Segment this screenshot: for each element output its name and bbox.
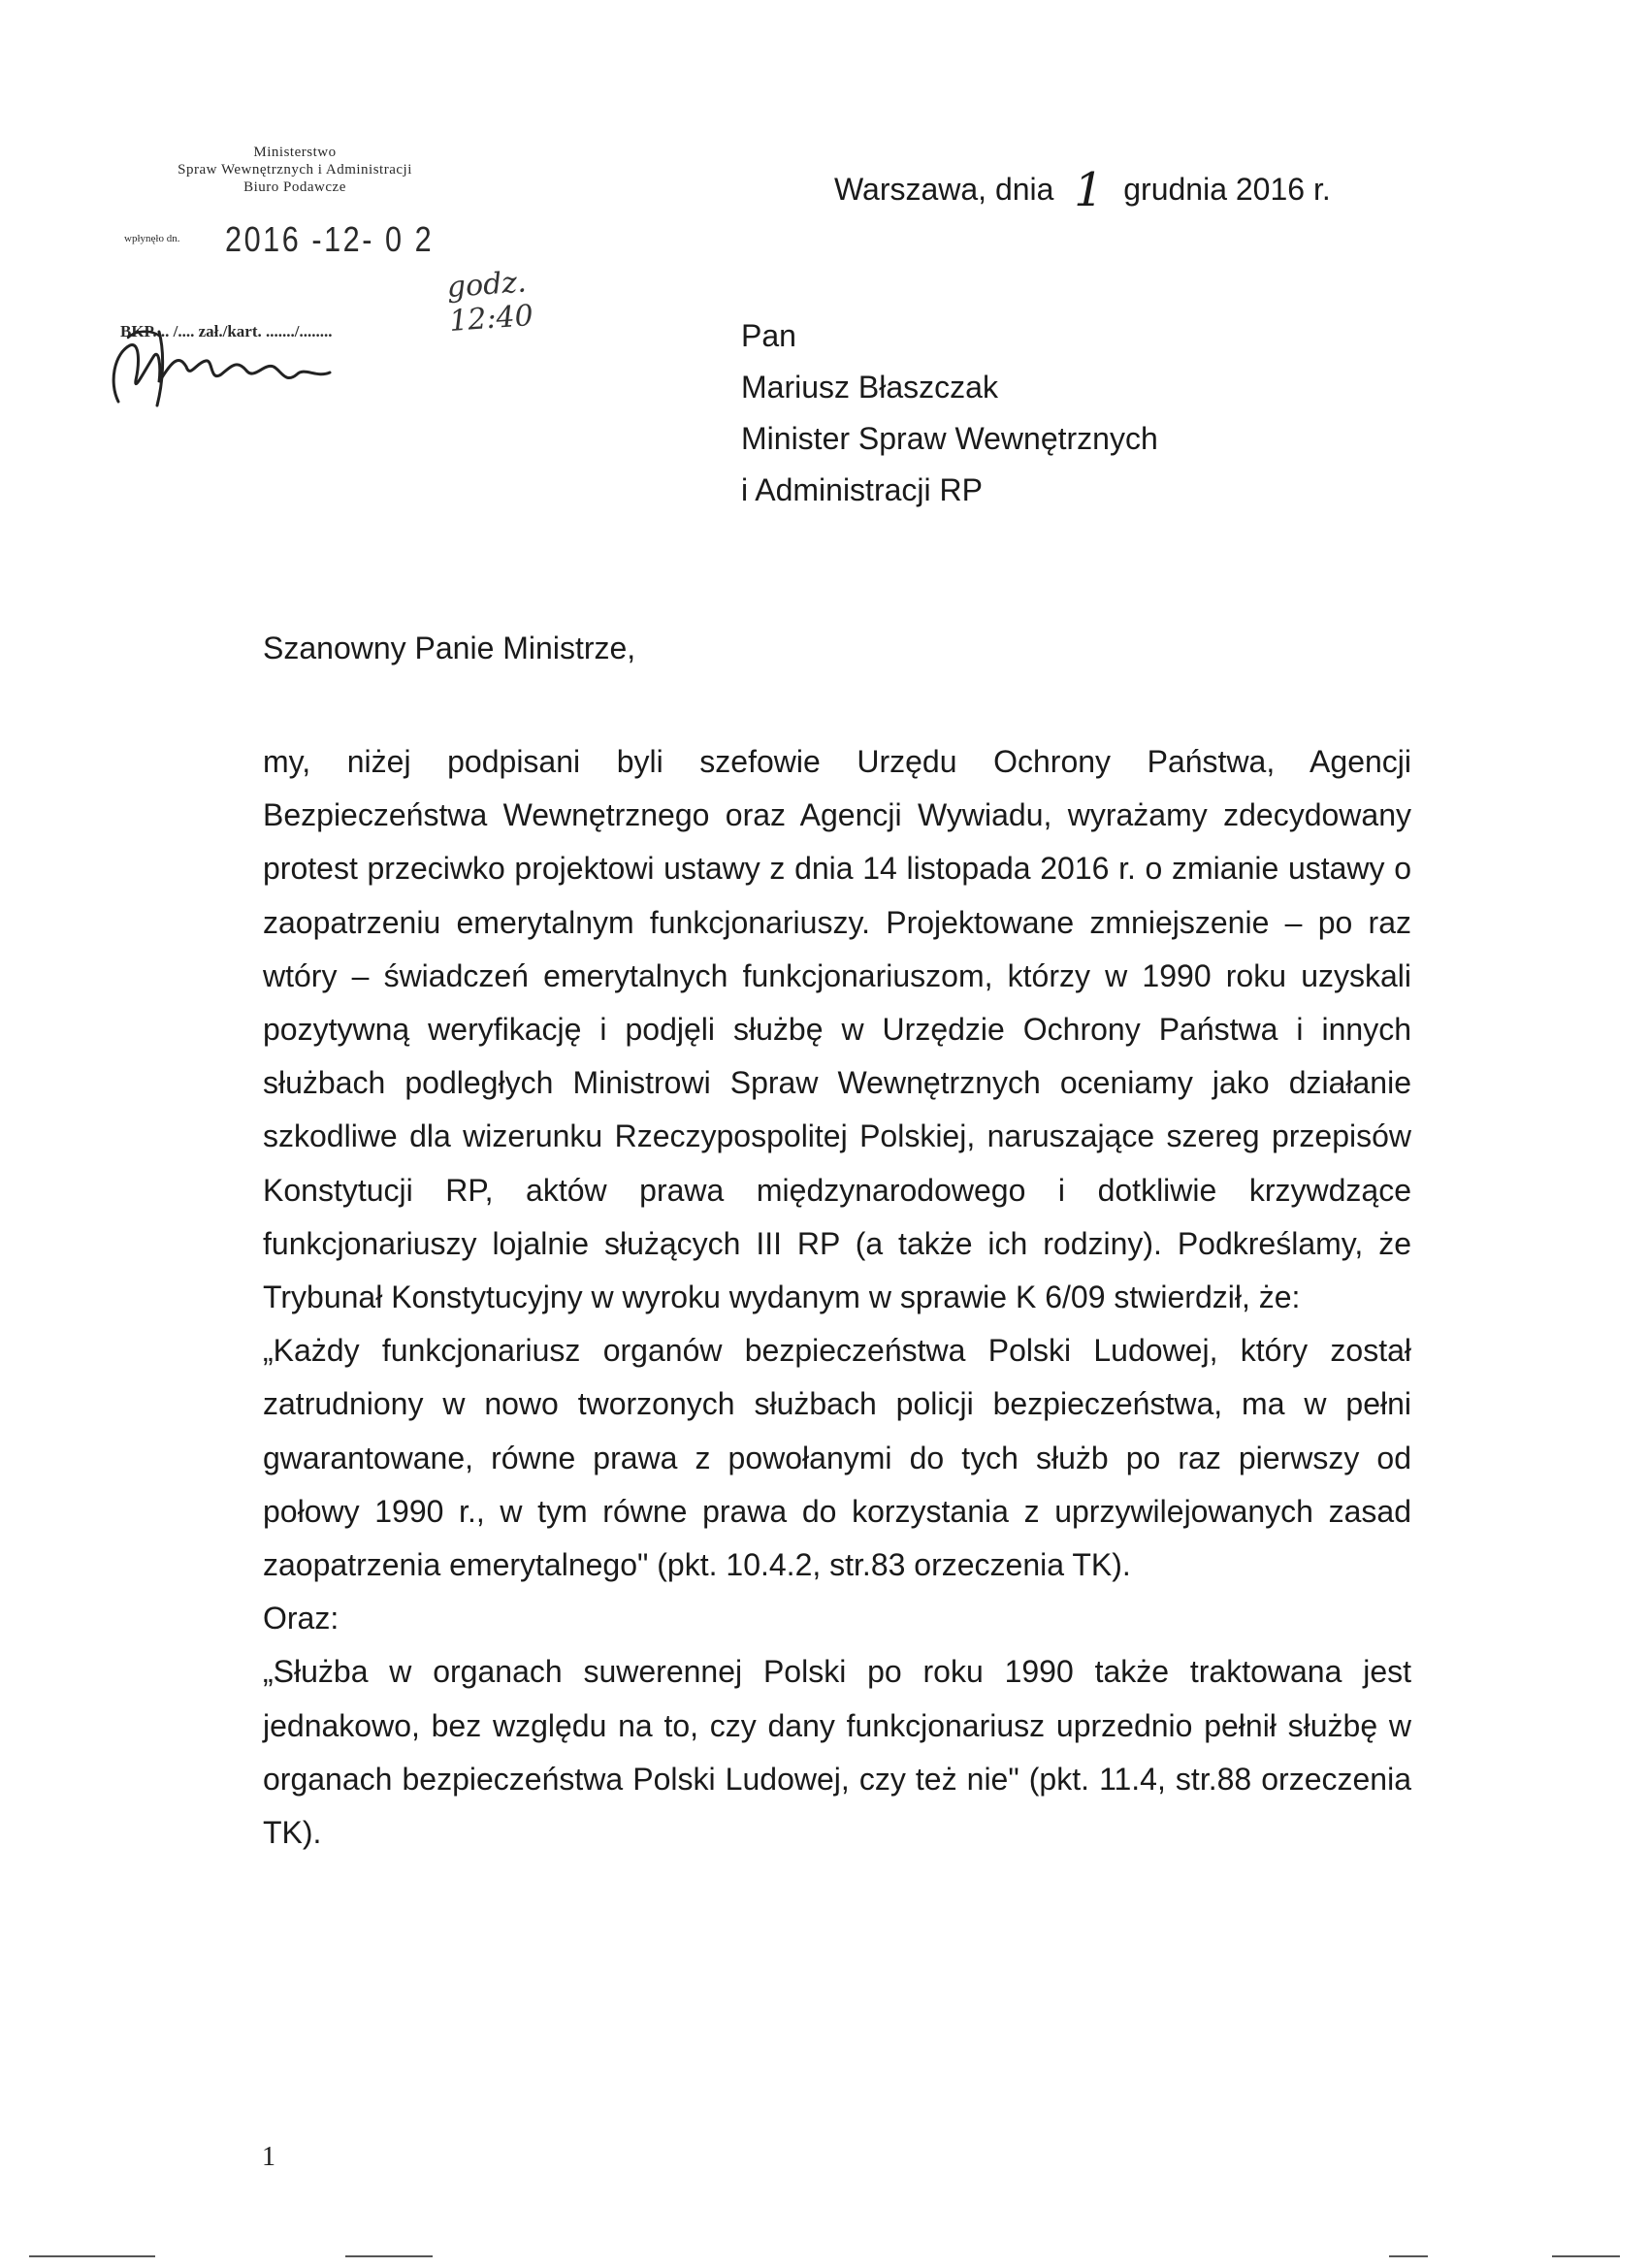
stamp-received-label: wpłynęło dn. bbox=[124, 233, 180, 244]
incoming-mail-stamp bbox=[81, 144, 534, 340]
footer-rule bbox=[1389, 2255, 1428, 2257]
stamp-ministry: Ministerstwo bbox=[253, 145, 337, 160]
salutation: Szanowny Panie Ministrze, bbox=[263, 631, 636, 665]
tribunal-quote-1: „Każdy funkcjonariusz organów bezpieczeństwa Polski Ludowej, który został zatrudniony w nowo tworzonych służbach policji bezpieczeństwa, ma w pełni gwarantowane, równe prawa z powołanymi do tych służb po raz pierwszy od połowy 1990 r., w tym równe prawa do korzystania z uprzywilejowanych zasad zaopatrzenia emerytalnego" (pkt. 10.4.2, str.83 orzeczenia TK). bbox=[263, 1333, 1411, 1583]
body-paragraph: my, niżej podpisani byli szefowie Urzędu Ochrony Państwa, Agencji Bezpieczeństwa Wewnętrznego oraz Agencji Wywiadu, wyrażamy zdecydowany protest przeciwko projektowi ustawy z dnia 14 listopada 2016 r. o zmianie ustawy o zaopatrzeniu emerytalnym funkcjonariuszy. Projektowane zmniejszenie – po raz wtóry – świadczeń emerytalnych funkcjonariuszom, którzy w 1990 roku uzyskali pozytywną weryfikację i podjęli służbę w Urzędzie Ochrony Państwa i innych służbach podległych Ministrowi Spraw Wewnętrznych oceniamy jako działanie szkodliwe dla wizerunku Rzeczypospolitej Polskiej, naruszające szereg przepisów Konstytucji RP, aktów prawa międzynarodowego i dotkliwie krzywdzące funkcjonariuszy lojalnie służących III RP (a także ich rodziny). Podkreślamy, że Trybunał Konstytucyjny w wyroku wydanym w sprawie K 6/09 stwierdził, że: bbox=[263, 744, 1411, 1315]
addressee-title: Pan bbox=[741, 318, 796, 353]
stamp-reference: BKP.... /.... zał./kart. ......./........ bbox=[120, 322, 333, 340]
addressee-position: Minister Spraw Wewnętrznych bbox=[741, 421, 1158, 456]
page-number: 1 bbox=[262, 2142, 275, 2172]
date-suffix: grudnia 2016 r. bbox=[1123, 172, 1331, 207]
stamp-ministry-full: Spraw Wewnętrznych i Administracji bbox=[178, 162, 412, 178]
date-day-handwritten: 1 bbox=[1074, 163, 1104, 217]
letter-body bbox=[263, 735, 1411, 1860]
date-prefix: Warszawa, dnia bbox=[834, 172, 1054, 207]
footer-rule bbox=[1552, 2255, 1620, 2257]
footer-rule bbox=[29, 2255, 155, 2257]
place-and-date bbox=[834, 157, 1331, 217]
stamp-received-date: 2016 -12- 0 2 bbox=[225, 219, 435, 259]
signature-icon bbox=[101, 324, 392, 411]
stamp-office: Biuro Podawcze bbox=[243, 179, 346, 195]
addressee-name: Mariusz Błaszczak bbox=[741, 370, 998, 405]
stamp-handwritten-time: godz. 12:40 bbox=[445, 265, 534, 339]
footer-rule bbox=[345, 2255, 433, 2257]
connector-text: Oraz: bbox=[263, 1601, 340, 1636]
addressee-position-cont: i Administracji RP bbox=[741, 472, 983, 507]
tribunal-quote-2: „Służba w organach suwerennej Polski po roku 1990 także traktowana jest jednakowo, bez względu na to, czy dany funkcjonariusz uprzednio pełnił służbę w organach bezpieczeństwa Polski Ludowej, czy też nie" (pkt. 11.4, str.88 orzeczenia TK). bbox=[263, 1654, 1411, 1851]
addressee-block bbox=[741, 310, 1158, 516]
